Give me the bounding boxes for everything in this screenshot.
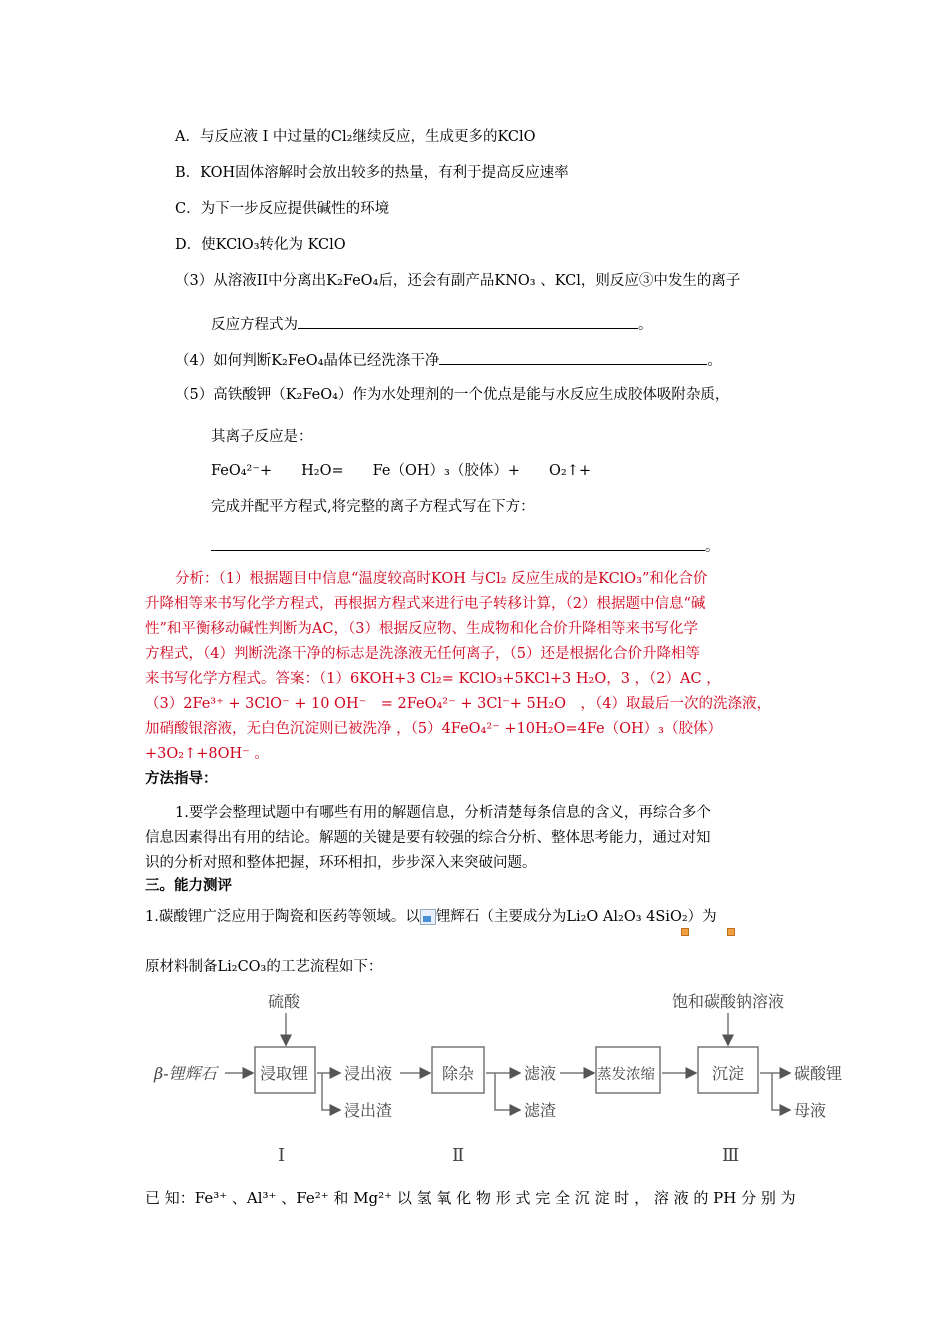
question-5-end: 。 [705, 539, 720, 555]
question-5-answer-line [211, 535, 720, 557]
option-a: A．与反应液 I 中过量的Cl₂继续反应，生成更多的KClO [175, 129, 536, 145]
question-5-equation: FeO₄²⁻+ H₂O= Fe（OH）₃（胶体）+ O₂↑+ [211, 463, 592, 479]
question-1-text-a: 1.碳酸锂广泛应用于陶瓷和医药等领域。以 [145, 909, 420, 925]
analysis-line-3: 性”和平衡移动碱性判断为AC，（3）根据反应物、生成物和化合价升降相等来书写化学 [145, 621, 698, 637]
option-d: D．使KClO₃转化为 KClO [175, 237, 346, 253]
process-flow-diagram [150, 985, 860, 1170]
arrow [772, 1073, 790, 1110]
method-line-1: 1.要学会整理试题中有哪些有用的解题信息，分析清楚每条信息的含义，再综合多个 [175, 805, 711, 821]
flow-output-filter-residue: 滤渣 [524, 1101, 557, 1120]
question-4 [175, 349, 722, 371]
question-4-text: （4）如何判断K₂FeO₄晶体已经洗涤干净 [175, 353, 440, 369]
question-3-prefix: 反应方程式为 [211, 317, 298, 333]
flow-box-precipitation-label: 沉淀 [712, 1064, 745, 1083]
flow-input-sodium-carbonate: 饱和碳酸钠溶液 [672, 992, 785, 1011]
question-1-text-b: 锂辉石（主要成分为Li₂O Al₂O₃ 4SiO₂）为 [435, 909, 717, 925]
section-3-heading: 三。能力测评 [145, 878, 232, 894]
flow-output-filtrate: 滤液 [524, 1064, 557, 1083]
question-1-line2: 原材料制备Li₂CO₃的工艺流程如下： [145, 959, 383, 975]
analysis-line-8: +3O₂↑+8OH⁻ 。 [145, 746, 269, 762]
arrow [495, 1073, 520, 1110]
flow-stage-1: Ⅰ [278, 1145, 286, 1166]
inline-image-icon [681, 928, 689, 936]
question-5-line2: 其离子反应是： [211, 429, 313, 445]
question-4-end: 。 [707, 353, 722, 369]
answer-blank-3[interactable] [298, 313, 638, 329]
question-5-line3: 完成并配平方程式,将完整的离子方程式写在下方： [211, 499, 535, 515]
analysis-line-6: （3）2Fe³⁺ + 3ClO⁻ + 10 OH⁻ = 2FeO₄²⁻ + 3Cl⁻+ 5H₂O ，（4）取最后一次的洗涤液， [145, 696, 772, 712]
arrow [322, 1073, 340, 1110]
question-3-line2 [211, 313, 653, 335]
question-5-line1: （5）高铁酸钾（K₂FeO₄）作为水处理剂的一个优点是能与水反应生成胶体吸附杂质， [175, 387, 730, 403]
flow-output-leachate: 浸出液 [344, 1064, 393, 1083]
analysis-line-2: 升降相等来书写化学方程式，再根据方程式来进行电子转移计算，（2）根据题中信息“碱 [145, 596, 706, 612]
answer-blank-5[interactable] [211, 535, 705, 551]
method-heading: 方法指导： [145, 771, 218, 787]
flow-box-leaching-label: 浸取锂 [260, 1064, 309, 1083]
flow-output-mother-liquor: 母液 [794, 1101, 827, 1120]
option-c: C．为下一步反应提供碱性的环境 [175, 201, 390, 217]
flow-stage-2: Ⅱ [452, 1145, 465, 1166]
question-1-line1 [145, 907, 717, 927]
broken-image-icon [420, 909, 436, 925]
method-line-3: 识的分析对照和整体把握，环环相扣，步步深入来突破问题。 [145, 855, 537, 871]
question-3-end: 。 [638, 317, 653, 333]
method-line-2: 信息因素得出有用的结论。解题的关键是要有较强的综合分析、整体思考能力，通过对知 [145, 830, 711, 846]
analysis-line-1: 分析：（1）根据题目中信息“温度较高时KOH 与Cl₂ 反应生成的是KClO₃”和化合价 [175, 571, 708, 587]
analysis-line-5: 来书写化学方程式。答案：（1）6KOH+3 Cl₂= KClO₃+5KCl+3 H₂O，3 ，（2）AC ， [145, 671, 721, 687]
inline-image-icon [727, 928, 735, 936]
flow-output-lithium-carbonate: 碳酸锂 [794, 1064, 843, 1083]
analysis-line-7: 加硝酸银溶液，无白色沉淀则已被洗净 ，（5）4FeO₄²⁻ +10H₂O=4Fe（OH）₃（胶体） [145, 721, 722, 737]
known-conditions: 已 知：Fe³⁺ 、Al³⁺ 、Fe²⁺ 和 Mg²⁺ 以 氢 氧 化 物 形 式 完 全 沉 淀 时 ， 溶 液 的 PH 分 别 为 [145, 1189, 796, 1207]
flow-output-residue: 浸出渣 [344, 1101, 393, 1120]
analysis-line-4: 方程式，（4）判断洗涤干净的标志是洗涤液无任何离子，（5）还是根据化合价升降相等 [145, 646, 700, 662]
flow-stage-3: Ⅲ [722, 1145, 740, 1166]
question-3-line1: （3）从溶液II中分离出K₂FeO₄后，还会有副产品KNO₃ 、KCl，则反应③中发生的离子 [175, 273, 741, 289]
option-b: B．KOH固体溶解时会放出较多的热量，有利于提高反应速率 [175, 165, 569, 181]
answer-blank-4[interactable] [439, 349, 707, 365]
flow-start-spodumene: β-锂辉石 [154, 1064, 217, 1083]
flow-box-evaporation-label: 蒸发浓缩 [597, 1067, 655, 1083]
flow-input-sulfuric-acid: 硫酸 [268, 992, 301, 1011]
flow-box-impurity-label: 除杂 [442, 1064, 475, 1083]
